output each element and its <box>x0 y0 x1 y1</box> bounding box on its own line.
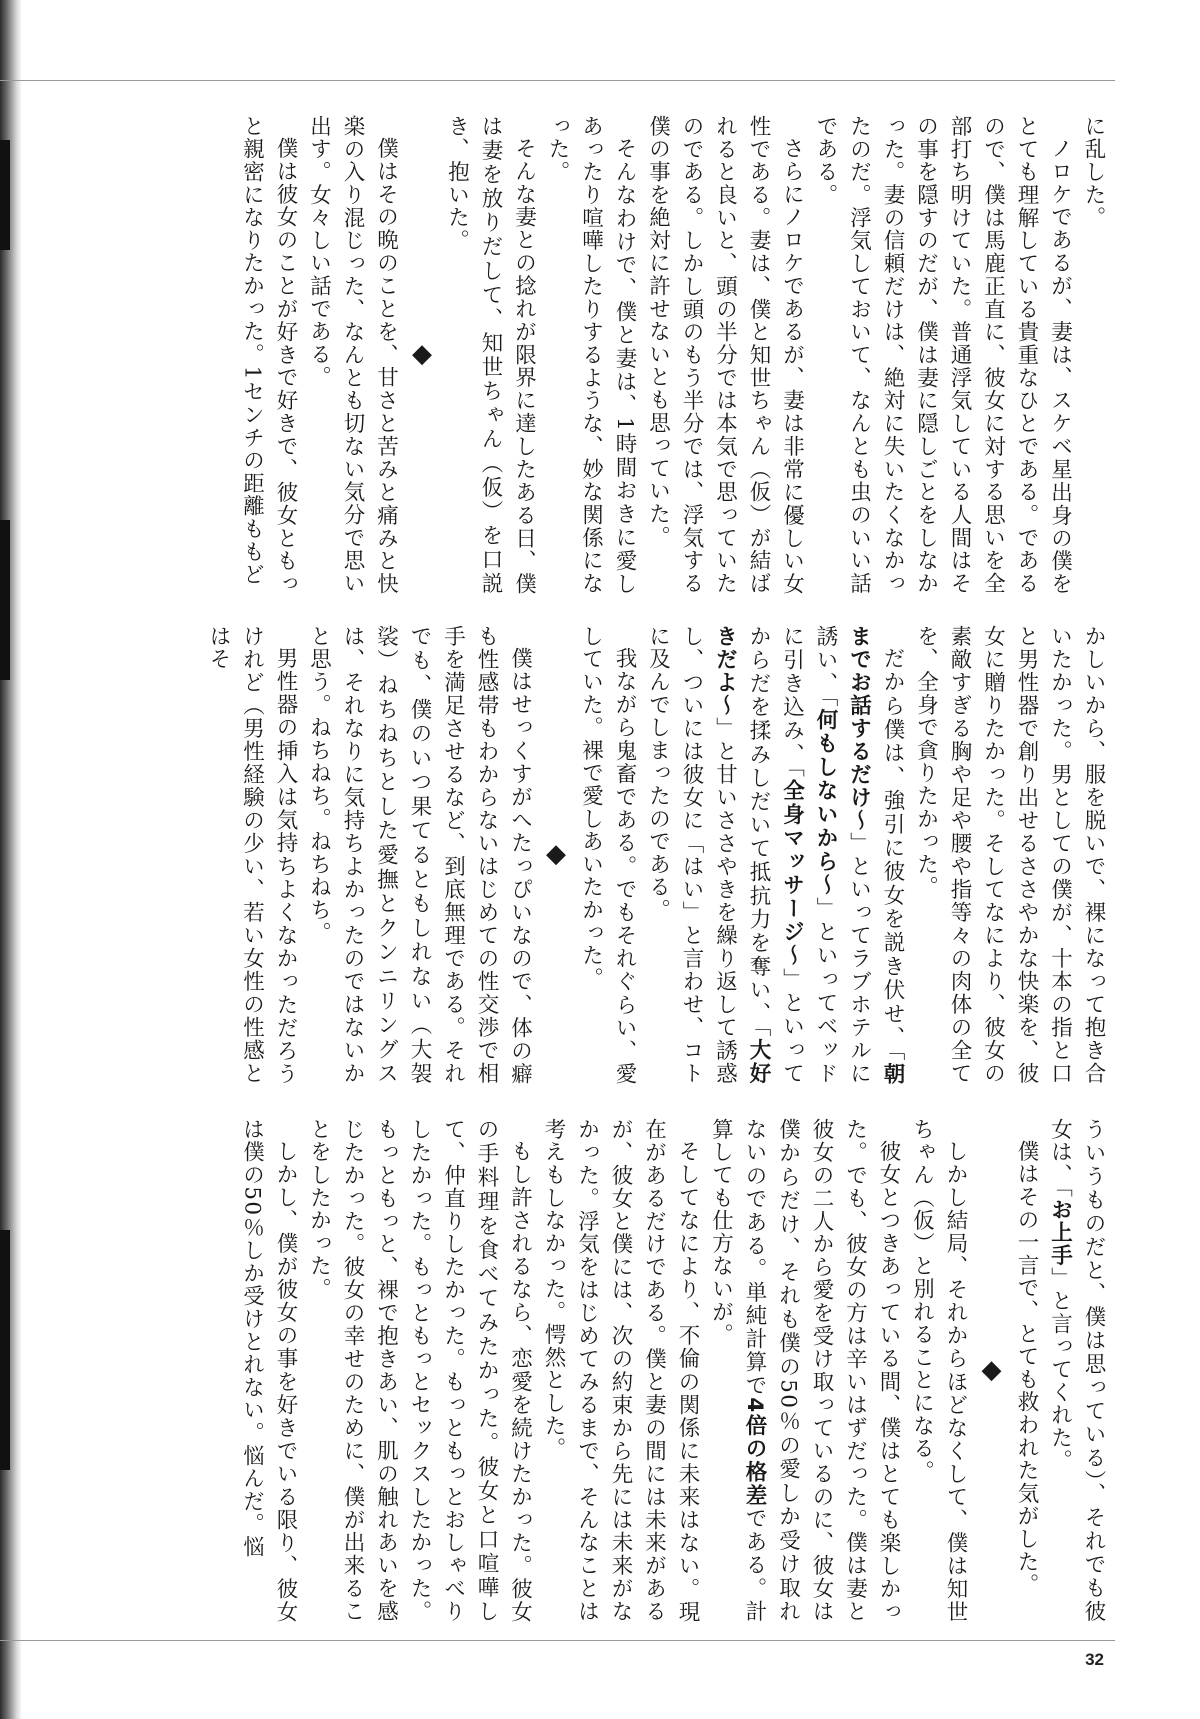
paragraph <box>641 625 909 1085</box>
emphasis-text: 朝までお話するだけ〜 <box>846 625 905 1085</box>
bottom-rule <box>0 1640 1115 1641</box>
paragraph: さらにノロケであるが、妻は非常に優しい女性である。妻は、僕と知世ちゃん（仮）が結ばれると良いと、頭の半分では本気で思っていたのである。しかし頭のもう半分では、浮気する僕の事を絶対に許せないとも思っていた。 <box>645 115 805 595</box>
paragraph: 僕はせっくすがへたっぴいなので、体の癖も性感帯もわからないはじめての性交渉で相手を満足させるなど、到底無理である。それでも、僕のいつ果てるともしれない（大袈裟）ねちねちとした愛撫とクンニリングスは、それなりに気持ちよかったのではないかと思う。ねちねち。ねちねち。 <box>306 625 533 1085</box>
scan-binding-mark <box>0 1230 10 1470</box>
section-divider-diamond: ◆ <box>407 339 437 371</box>
text-tier-1 <box>110 115 1110 595</box>
text-run: 」と言ってくれた。 <box>1047 1266 1073 1473</box>
text-run: ういうものだと、僕は思っている）、それでも彼女は、「 <box>1047 1118 1106 1623</box>
paragraph: 我ながら鬼畜である。でもそれぐらい、愛していた。裸で愛しあいたかった。 <box>578 625 637 1085</box>
text-run: 」と甘いささやきを繰り返して誘惑し、ついには彼女に「はい」と言わせ、コトに及んでしまったのである。 <box>645 625 738 1085</box>
paragraph: 僕は彼女のことが好きで好きで、彼女ともっと親密になりたかった。1センチの距離ももど <box>239 115 298 595</box>
paragraph: に乱した。 <box>1081 115 1106 229</box>
paragraph: そんな妻との捻れが限界に達したある日、僕は妻を放りだして、知世ちゃん（仮）を口説き、抱いた。 <box>444 115 537 595</box>
text-run: 」といってベッドに引き込み、「 <box>779 625 838 1085</box>
paragraph <box>1043 1118 1110 1623</box>
emphasis-text: 何もしないから〜 <box>813 708 838 898</box>
paragraph: 僕はその晩のことを、甘さと苦みと痛みと快楽の入り混じった、なんとも切ない気分で思い出す。女々しい話である。 <box>306 115 399 595</box>
vertical-text-column <box>202 625 1111 1085</box>
emphasis-text: お上手 <box>1047 1198 1073 1267</box>
section-divider-diamond: ◆ <box>541 839 571 871</box>
page-number: 32 <box>1085 1650 1104 1669</box>
paragraph: 僕はその一言で、とても救われた気がした。 <box>1014 1139 1039 1596</box>
text-run: 彼女とつきあっている間、僕はとても楽しかった。でも、彼女の方は辛いはずだった。僕は妻と彼女の二人から愛を受け取っているのに、彼女は僕からだけ、それも僕の50％の愛しか受け取れないのである。単純計算で <box>742 1118 901 1623</box>
paragraph: そんなわけで、僕と妻は、1時間おきに愛しあったり喧嘩したりするような、妙な関係になった。 <box>545 115 637 595</box>
text-run: 」といってラブホテルに誘い、「 <box>813 625 872 1085</box>
paragraph: かしいから、服を脱いで、裸になって抱き合いたかった。男としての僕が、十本の指と口と男性器で創り出せるささやかな快楽を、彼女に贈りたかった。そしてなにより、彼女の素敵すぎる胸や足や腰や指等々の肉体の全てを、全身で貪りたかった。 <box>913 625 1106 1085</box>
top-rule <box>0 80 1115 81</box>
section-divider-diamond: ◆ <box>976 1354 1007 1387</box>
vertical-text-column <box>235 1118 1110 1623</box>
emphasis-text: 全身マッサージ〜 <box>779 779 805 968</box>
paragraph: もし許されるなら、恋愛を続けたかった。彼女の手料理を食べてみたかった。彼女と口喧嘩して、仲直りしたかった。もっともっとおしゃべりしたかった。もっともっとセックスしたかった。もっともっと、裸で抱きあい、肌の触れあいを感じたかった。彼女の幸せのために、僕が出来ることをしたかった。 <box>306 1118 533 1623</box>
paragraph: しかし結局、それからほどなくして、僕は知世ちゃん（仮）と別れることになる。 <box>909 1118 968 1623</box>
paragraph <box>704 1118 905 1623</box>
paragraph: ノロケであるが、妻は、スケベ星出身の僕をとても理解している貴重なひとである。であるので、僕は馬鹿正直に、彼女に対する思いを全部打ち明けていた。普通浮気している人間はその事を隠すのだが、僕は妻に隠しごとをしなかった。妻の信頼だけは、絶対に失いたくなかったのだ。浮気しておいて、なんとも虫のいい話である。 <box>813 115 1073 595</box>
text-run: である。計算しても仕方ないが。 <box>708 1118 767 1623</box>
paragraph: そしてなにより、不倫の関係に未来はない。現在があるだけである。僕と妻の間には未来があるが、彼女と僕には、次の約束から先には未来がなかった。浮気をはじめてみるまで、そんなことは考えもしなかった。愕然とした。 <box>541 1118 700 1623</box>
vertical-text-column <box>235 115 1110 595</box>
scan-binding-mark <box>0 140 10 250</box>
text-tier-2 <box>110 625 1110 1085</box>
emphasis-text: 4倍の格差 <box>742 1397 767 1508</box>
paragraph: 男性器の挿入は気持ちよくなかっただろうけれど（男性経験の少い、若い女性の性感とはそ <box>206 625 298 1085</box>
text-run: だから僕は、強引に彼女を説き伏せ、「 <box>880 646 905 1063</box>
text-tier-3 <box>110 1118 1110 1623</box>
text-run: 」といってからだを揉みしだいて抵抗力を奪い、「 <box>746 625 805 1085</box>
scan-binding-mark <box>0 520 10 680</box>
paragraph: しかし、僕が彼女の事を好きでいる限り、彼女は僕の50％しか受けとれない。悩んだ。悩 <box>239 1118 298 1623</box>
emphasis-text: 大好きだよ〜 <box>712 625 771 1085</box>
